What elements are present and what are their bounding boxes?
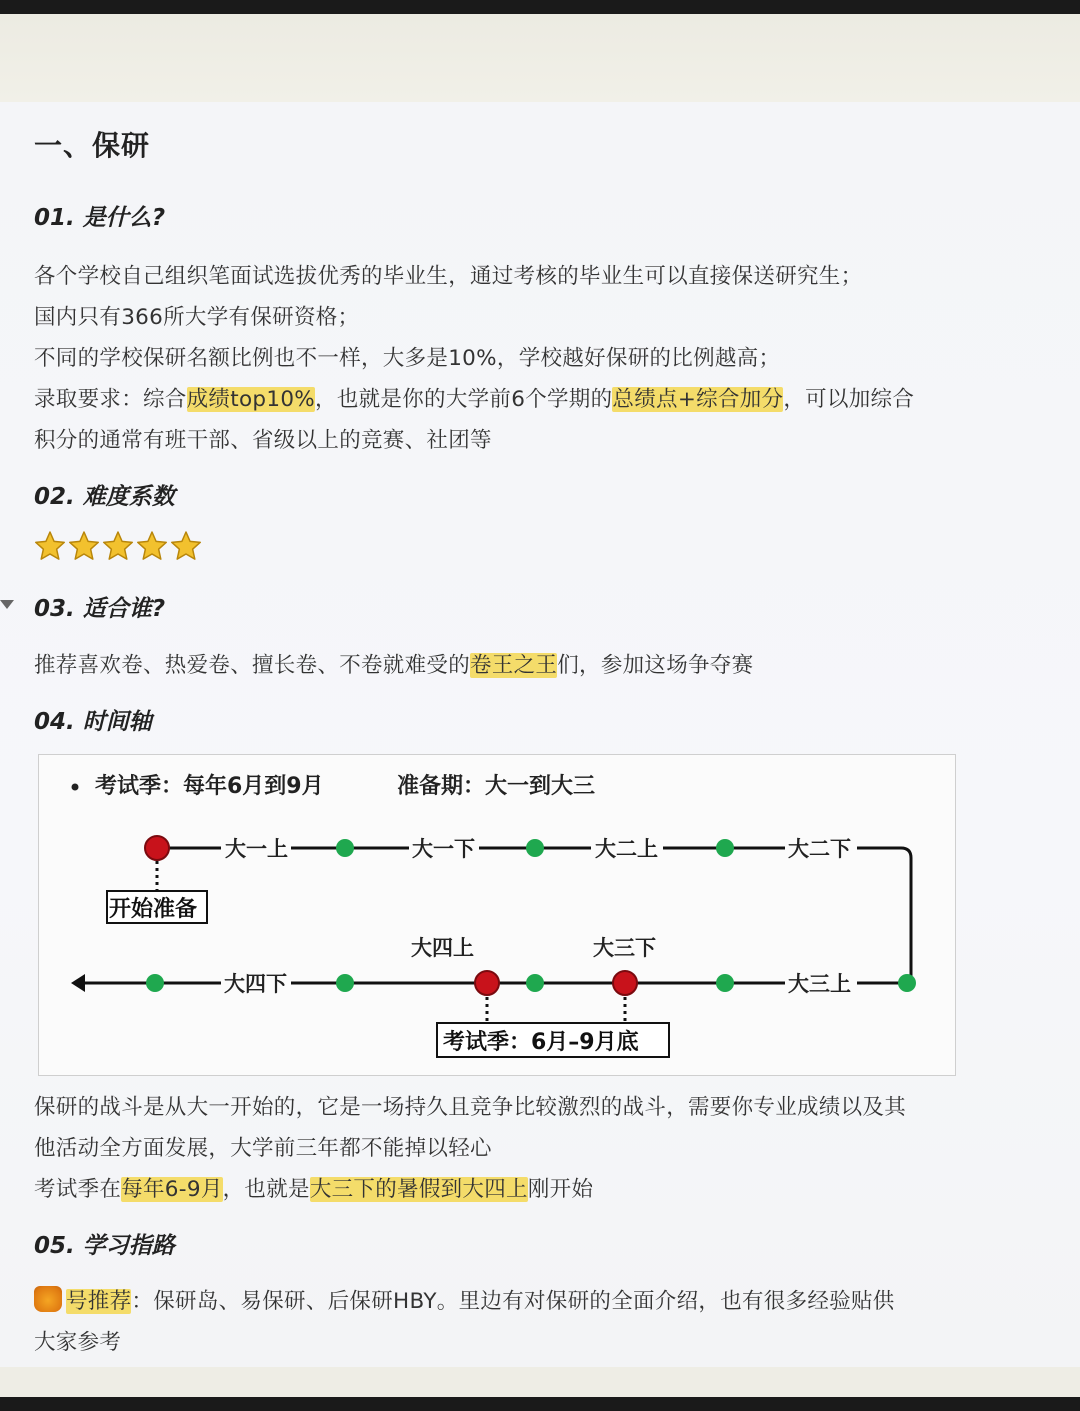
red-dot-start bbox=[145, 836, 169, 860]
q4-para-2-text-c: 刚开始 bbox=[527, 1177, 594, 1202]
q3-text-a: 推荐喜欢卷、热爱卷、擅长卷、不卷就难受的 bbox=[34, 653, 471, 678]
q4-para-2 bbox=[34, 1172, 593, 1203]
bottom-band bbox=[0, 1367, 1080, 1397]
account-badge-icon bbox=[34, 1286, 62, 1312]
heading-what-is-it: 01. 是什么? bbox=[34, 205, 166, 231]
star-icon bbox=[70, 532, 99, 559]
collapse-caret-icon[interactable] bbox=[0, 600, 14, 609]
star-rating-svg bbox=[34, 530, 204, 562]
timeline-figure bbox=[38, 754, 956, 1076]
q1-line-1: 各个学校自己组织笔面试选拔优秀的毕业生，通过考核的毕业生可以直接保送研究生； bbox=[34, 264, 863, 289]
q1-line-2: 国内只有366所大学有保研资格； bbox=[34, 305, 360, 330]
q1-line-4-text-c: ，可以加综合 bbox=[783, 387, 915, 412]
star-icon bbox=[104, 532, 133, 559]
label-junior-spring: 大三下 bbox=[593, 936, 656, 960]
q1-line-4-text-b: ，也就是你的大学前6个学期的 bbox=[315, 387, 613, 412]
green-dot bbox=[336, 839, 354, 857]
label-junior-fall: 大三上 bbox=[788, 972, 851, 996]
label-freshman-spring: 大一下 bbox=[412, 837, 475, 861]
section-title: 一、保研 bbox=[34, 129, 151, 162]
q5-separator: ： bbox=[131, 1289, 154, 1314]
heading-study-guide: 05. 学习指路 bbox=[34, 1233, 175, 1259]
q1-line-4-text-a: 录取要求：综合 bbox=[34, 387, 187, 412]
highlight-top10: 成绩top10% bbox=[186, 387, 316, 412]
heading-difficulty: 02. 难度系数 bbox=[34, 484, 175, 510]
q4-para-2-text-a: 考试季在 bbox=[34, 1177, 122, 1202]
difficulty-rating bbox=[34, 530, 204, 566]
star-icon bbox=[172, 532, 201, 559]
highlight-summer-to-senior: 大三下的暑假到大四上 bbox=[309, 1177, 528, 1202]
highlight-juan-king: 卷王之王 bbox=[470, 653, 558, 678]
heading-timeline: 04. 时间轴 bbox=[34, 709, 152, 735]
highlight-gpa-bonus: 总绩点+综合加分 bbox=[612, 387, 784, 412]
green-dot bbox=[146, 974, 164, 992]
label-sophomore-fall: 大二上 bbox=[595, 837, 658, 861]
label-senior-fall: 大四上 bbox=[411, 936, 474, 960]
exam-season-label: 考试季：每年6月到9月 bbox=[95, 774, 324, 799]
q5-rec-text: 保研岛、易保研、后保研HBY。里边有对保研的全面介绍，也有很多经验贴供 bbox=[153, 1289, 895, 1314]
green-dot bbox=[526, 839, 544, 857]
prep-period-label: 准备期：大一到大三 bbox=[397, 774, 596, 799]
start-prep-label: 开始准备 bbox=[109, 897, 198, 922]
red-dot-senior-fall bbox=[475, 971, 499, 995]
exam-season-box-label: 考试季：6月–9月底 bbox=[443, 1030, 639, 1055]
timeline-arrowhead-icon bbox=[71, 974, 85, 992]
green-dot bbox=[336, 974, 354, 992]
highlight-account-rec: 号推荐 bbox=[66, 1289, 132, 1314]
q5-rec-text-2: 大家参考 bbox=[34, 1330, 122, 1355]
label-senior-spring: 大四下 bbox=[224, 972, 287, 996]
q3-text-b: 们，参加这场争夺赛 bbox=[557, 653, 754, 678]
q4-para-1-line-1: 保研的战斗是从大一开始的，它是一场持久且竞争比较激烈的战斗，需要你专业成绩以及其 bbox=[34, 1095, 907, 1120]
green-dot bbox=[716, 974, 734, 992]
heading-who-fits: 03. 适合谁? bbox=[34, 596, 166, 622]
q3-text bbox=[34, 648, 753, 679]
star-icon bbox=[138, 532, 167, 559]
top-band bbox=[0, 14, 1080, 102]
label-sophomore-spring: 大二下 bbox=[788, 837, 851, 861]
q4-para-2-text-b: ，也就是 bbox=[222, 1177, 310, 1202]
green-dot bbox=[898, 974, 916, 992]
q5-recommendation bbox=[34, 1284, 895, 1315]
q4-para-1-line-2: 他活动全方面发展，大学前三年都不能掉以轻心 bbox=[34, 1136, 492, 1161]
timeline-elbow bbox=[901, 848, 911, 983]
star-icon bbox=[36, 532, 65, 559]
red-dot-junior-spring bbox=[613, 971, 637, 995]
q1-line-5: 积分的通常有班干部、省级以上的竞赛、社团等 bbox=[34, 428, 492, 453]
label-freshman-fall: 大一上 bbox=[225, 837, 288, 861]
bullet-icon bbox=[72, 784, 79, 791]
timeline-diagram bbox=[39, 755, 955, 1075]
q1-line-4 bbox=[34, 382, 914, 413]
highlight-june-sept: 每年6-9月 bbox=[121, 1177, 223, 1202]
green-dot bbox=[716, 839, 734, 857]
green-dot bbox=[526, 974, 544, 992]
q1-line-3: 不同的学校保研名额比例也不一样，大多是10%，学校越好保研的比例越高； bbox=[34, 346, 781, 371]
